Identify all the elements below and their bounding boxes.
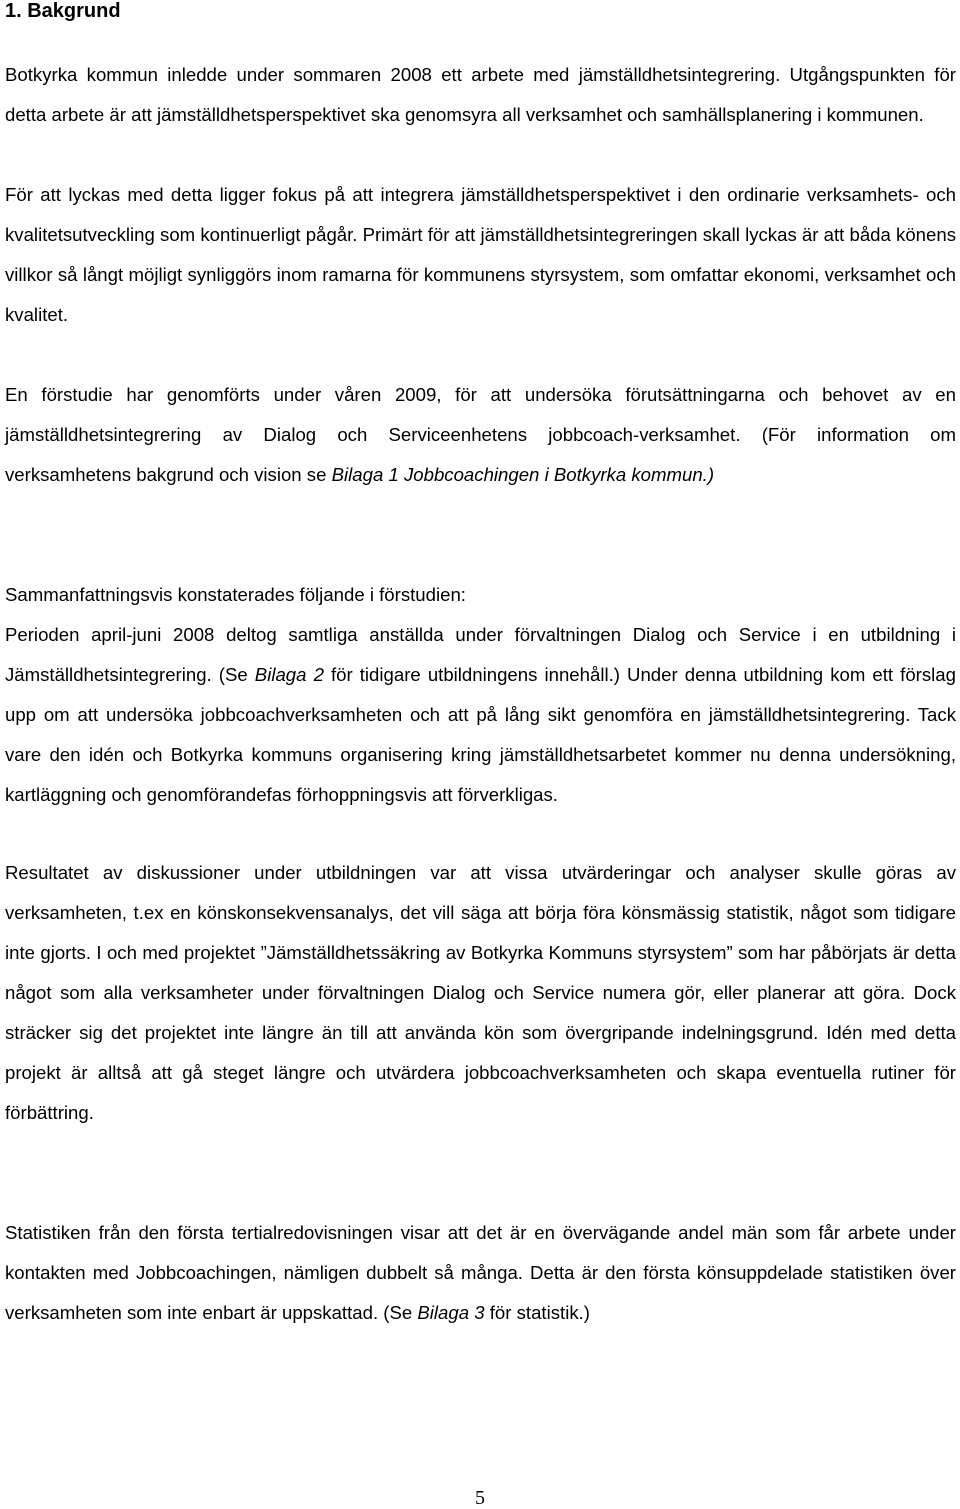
appendix-2-reference: Bilaga 2	[254, 664, 324, 685]
paragraph-prestudy-text: En förstudie har genomförts under våren 2009, för att undersöka förutsättningarna och behovet av en jämställdhetsintegrering av Dialog och Serviceenhetens jobbcoach-verksamhet. (För information om verksamhetens bakgrund och vision se	[5, 384, 956, 485]
paragraph-training-text-b: för tidigare utbildningens innehåll.) Under denna utbildning kom ett förslag upp om att undersöka jobbcoachverksamheten och att på lång sikt genomföra en jämställdhetsintegrering. Tack vare den idén och Botkyrka kommuns organisering kring jämställdhetsarbetet kommer nu denna undersökning, kartläggning och genomförandefas förhoppningsvis att förverkligas.	[5, 664, 956, 805]
paragraph-focus: För att lyckas med detta ligger fokus på att integrera jämställdhetsperspektivet i den ordinarie verksamhets- och kvalitetsutveckling som kontinuerligt pågår. Primärt för att jämställdhetsintegreringen skall lyckas är att båda könens villkor så långt möjligt synliggörs inom ramarna för kommunens styrsystem, som omfattar ekonomi, verksamhet och kvalitet.	[5, 184, 956, 325]
paragraph-training-text-a: Perioden april-juni 2008 deltog samtliga anställda under förvaltningen Dialog och Service i en utbildning i Jämställdhetsintegrering. (Se	[5, 624, 956, 685]
section-heading: 1. Bakgrund	[5, 0, 121, 22]
paragraph-statistics-text-a: Statistiken från den första tertialredovisningen visar att det är en övervägande andel män som får arbete under kontakten med Jobbcoachingen, nämligen dubbelt så många. Detta är den första könsuppdelade statistiken över verksamheten som inte enbart är uppskattad. (Se	[5, 1222, 956, 1323]
paragraph-prestudy	[5, 375, 956, 495]
appendix-3-reference: Bilaga 3	[417, 1302, 485, 1323]
paragraph-training	[5, 615, 956, 815]
paragraph-results: Resultatet av diskussioner under utbildningen var att vissa utvärderingar och analyser skulle göras av verksamheten, t.ex en könskonsekvensanalys, det vill säga att börja föra könsmässig statistik, något som tidigare inte gjorts. I och med projektet ”Jämställdhetssäkring av Botkyrka Kommuns styrsystem” som har påbörjats är detta något som alla verksamheter under förvaltningen Dialog och Service numera gör, eller planerar att göra. Dock sträcker sig det projektet inte längre än till att använda kön som övergripande indelningsgrund. Idén med detta projekt är alltså att gå steget längre och utvärdera jobbcoachverksamheten och skapa eventuella rutiner för förbättring.	[5, 862, 956, 1123]
appendix-1-reference: Bilaga 1 Jobbcoachingen i Botkyrka kommun.	[331, 464, 708, 485]
paragraph-statistics-text-b: för statistik.)	[484, 1302, 590, 1323]
paragraph-summary-lead: Sammanfattningsvis konstaterades följande i förstudien:	[5, 584, 466, 605]
appendix-1-reference-close: )	[707, 464, 715, 485]
page-number: 5	[475, 1487, 485, 1509]
paragraph-statistics	[5, 1213, 956, 1333]
paragraph-intro: Botkyrka kommun inledde under sommaren 2008 ett arbete med jämställdhetsintegrering. Utgångspunkten för detta arbete är att jämställdhetsperspektivet ska genomsyra all verksamhet och samhällsplanering i kommunen.	[5, 64, 956, 125]
